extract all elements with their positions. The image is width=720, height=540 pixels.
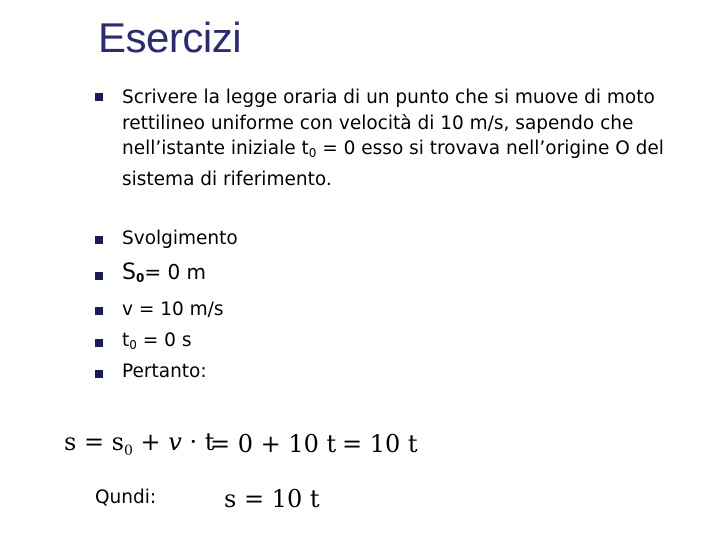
s0-item: $S_0= 0$ m xyxy=(122,260,207,285)
slide-title: Esercizi xyxy=(98,14,242,61)
final-formula: s = 10 t xyxy=(224,485,320,513)
exercise-line-3: nell’istante iniziale $t_0 = 0$ esso si trovava nell’origine O del xyxy=(122,138,664,160)
formula-law: $s = s_0 + v \cdot t$ xyxy=(64,428,215,459)
bullet-marker xyxy=(95,236,103,244)
bullet-marker xyxy=(95,93,103,101)
qundi-label: Qundi: xyxy=(95,487,157,508)
formula-result-inline: = 10 t xyxy=(342,430,418,458)
exercise-line-1: Scrivere la legge oraria di un punto che si muove di moto xyxy=(122,87,655,108)
bullet-marker xyxy=(95,307,103,315)
exercise-line-2: rettilineo uniforme con velocità di 10 m/s, sapendo che xyxy=(122,112,634,134)
velocity-item: v = 10 m/s xyxy=(122,299,224,320)
exercise-text xyxy=(122,85,702,192)
bullet-marker xyxy=(95,339,103,347)
t0-item: $t_0 = 0$ s xyxy=(122,330,192,352)
bullet-marker xyxy=(95,370,103,378)
pertanto-label: Pertanto: xyxy=(122,361,207,382)
svolgimento-label: Svolgimento xyxy=(122,228,238,249)
formula-substitution: = 0 + 10 t xyxy=(210,430,337,458)
exercise-line-4: sistema di riferimento. xyxy=(122,168,332,190)
bullet-marker xyxy=(95,272,103,280)
